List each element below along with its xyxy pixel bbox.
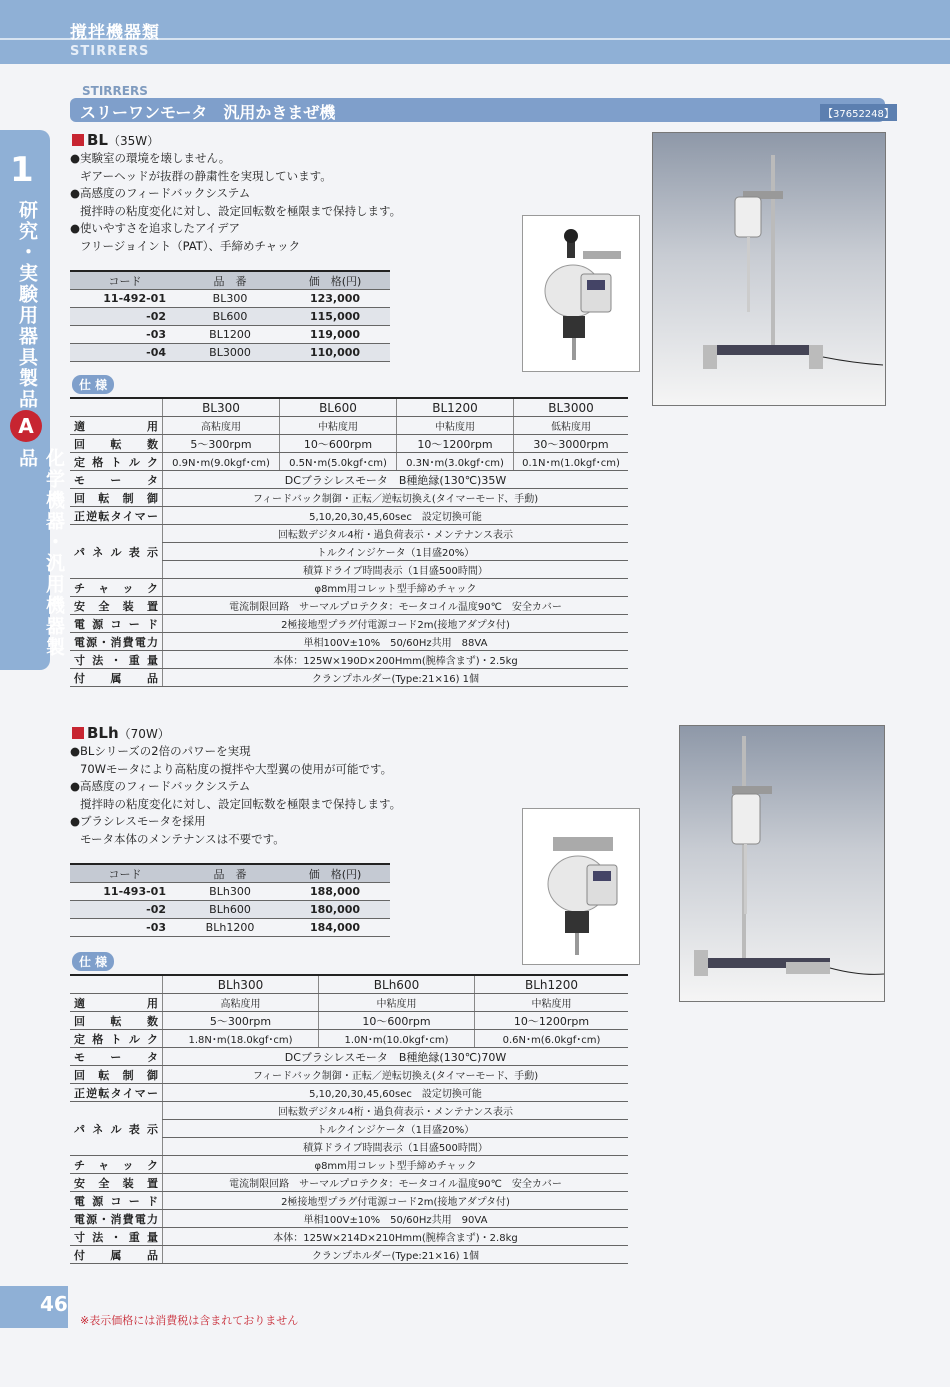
blh-watt: （70W） xyxy=(118,727,170,741)
side-text-1: 研究・実験用器具製品 xyxy=(16,200,38,410)
bl-spec-table xyxy=(70,397,628,687)
bl-motor-image xyxy=(522,215,640,372)
col-header: 価 格(円) xyxy=(280,864,390,883)
blh-feature: 70Wモータにより高粘度の撹拌や大型翼の使用が可能です。 xyxy=(80,761,393,776)
table-row: モータ DCブラシレスモータ B種絶縁(130℃)35W xyxy=(70,471,628,489)
bl-name: BL xyxy=(87,131,108,149)
table-row: 付属品 クランプホルダー(Type:21×16) 1個 xyxy=(70,669,628,687)
table-row: 回転制御 フィードバック制御・正転／逆転切換え(タイマーモード、手動) xyxy=(70,489,628,507)
bl-feature: ●高感度のフィードバックシステム xyxy=(70,186,251,200)
col-header: BL600 xyxy=(280,398,397,417)
spec-corner xyxy=(70,975,163,994)
bl-feature: ギアーヘッドが抜群の静粛性を実現しています。 xyxy=(80,168,332,183)
blh-feature: ●BLシリーズの2倍のパワーを実現 xyxy=(70,744,251,758)
table-row: モータ DCブラシレスモータ B種絶縁(130℃)70W xyxy=(70,1048,628,1066)
chapter-number: 1 xyxy=(10,150,34,190)
table-row: パネル表示 回転数デジタル4桁・過負荷表示・メンテナンス表示 xyxy=(70,1102,628,1120)
table-row: トルクインジケータ（1目盛20%） xyxy=(70,543,628,561)
section-title: スリーワンモータ 汎用かきまぜ機 xyxy=(80,103,336,122)
red-square-icon xyxy=(72,727,84,739)
table-row: 11-493-01 BLh300 188,000 xyxy=(70,883,390,901)
header-title: 撹拌機器類 xyxy=(70,23,160,43)
col-header: BLh300 xyxy=(163,975,319,994)
table-row: 11-492-01 BL300 123,000 xyxy=(70,290,390,308)
bl-watt: （35W） xyxy=(108,134,160,148)
col-header: BLh600 xyxy=(319,975,475,994)
spec-corner xyxy=(70,398,163,417)
table-row: -03 BLh1200 184,000 xyxy=(70,919,390,937)
blh-price-table xyxy=(70,863,390,937)
red-square-icon xyxy=(72,134,84,146)
table-row: 電源・消費電力 単相100V±10% 50/60Hz共用 88VA xyxy=(70,633,628,651)
blh-name: BLh xyxy=(87,724,119,742)
blh-stand-photo xyxy=(679,725,885,1002)
col-header: BLh1200 xyxy=(475,975,629,994)
blh-feature: 撹拌時の粘度変化に対し、設定回転数を極限まで保持します。 xyxy=(80,796,402,811)
col-header: BL1200 xyxy=(397,398,514,417)
table-row: 回転制御 フィードバック制御・正転／逆転切換え(タイマーモード、手動) xyxy=(70,1066,628,1084)
table-row: 適用 高粘度用 中粘度用 中粘度用 xyxy=(70,994,628,1012)
section-en: STIRRERS xyxy=(82,84,148,98)
table-row: 電源コード 2極接地型プラグ付電源コード2m(接地アダプタ付) xyxy=(70,615,628,633)
table-row: -02 BLh600 180,000 xyxy=(70,901,390,919)
bl-feature: ●実験室の環境を壊しません。 xyxy=(70,151,231,165)
table-row: -04 BL3000 110,000 xyxy=(70,344,390,362)
col-header: BL3000 xyxy=(514,398,629,417)
table-row: 回転数 5～300rpm 10～600rpm 10～1200rpm 30～3000rpm xyxy=(70,435,628,453)
table-row: 定格トルク 1.8N･m(18.0kgf･cm) 1.0N･m(10.0kgf･cm) 0.6N･m(6.0kgf･cm) xyxy=(70,1030,628,1048)
table-row: 定格トルク 0.9N･m(9.0kgf･cm) 0.5N･m(5.0kgf･cm) 0.3N･m(3.0kgf･cm) 0.1N･m(1.0kgf･cm) xyxy=(70,453,628,471)
table-row: -03 BL1200 119,000 xyxy=(70,326,390,344)
table-row: 正逆転タイマー 5,10,20,30,45,60sec 設定切換可能 xyxy=(70,1084,628,1102)
table-row: 適用 高粘度用 中粘度用 中粘度用 低粘度用 xyxy=(70,417,628,435)
table-row: 回転数 5～300rpm 10～600rpm 10～1200rpm xyxy=(70,1012,628,1030)
bl-spec-label: 仕 様 xyxy=(72,375,114,394)
col-header: BL300 xyxy=(163,398,280,417)
table-row: 寸法・重量 本体：125W×214D×210Hmm(腕棒含まず)・2.8kg xyxy=(70,1228,628,1246)
table-row: 積算ドライブ時間表示（1目盛500時間） xyxy=(70,1138,628,1156)
col-header: 品 番 xyxy=(180,271,280,290)
blh-spec-label: 仕 様 xyxy=(72,952,114,971)
table-row: -02 BL600 115,000 xyxy=(70,308,390,326)
stirrer-motor-icon xyxy=(523,809,639,964)
col-header: 品 番 xyxy=(180,864,280,883)
table-row: チャック φ8mm用コレット型手締めチャック xyxy=(70,1156,628,1174)
bl-stand-photo xyxy=(652,132,886,406)
table-row: 電源コード 2極接地型プラグ付電源コード2m(接地アダプタ付) xyxy=(70,1192,628,1210)
section-code: 【37652248】 xyxy=(820,104,897,121)
chapter-badge: A xyxy=(10,410,42,442)
table-row: 寸法・重量 本体：125W×190D×200Hmm(腕棒含まず)・2.5kg xyxy=(70,651,628,669)
table-row: 安全装置 電流制限回路 サーマルプロテクタ：モータコイル温度90℃ 安全カバー xyxy=(70,1174,628,1192)
blh-spec-table xyxy=(70,974,628,1264)
table-row: 付属品 クランプホルダー(Type:21×16) 1個 xyxy=(70,1246,628,1264)
bl-feature: 撹拌時の粘度変化に対し、設定回転数を極限まで保持します。 xyxy=(80,203,402,218)
table-row: チャック φ8mm用コレット型手締めチャック xyxy=(70,579,628,597)
page-number: 46 xyxy=(40,1292,68,1316)
header-subtitle: STIRRERS xyxy=(70,44,150,59)
bl-features xyxy=(70,150,401,255)
table-row: 安全装置 電流制限回路 サーマルプロテクタ：モータコイル温度90℃ 安全カバー xyxy=(70,597,628,615)
side-chapter-tab xyxy=(0,130,65,670)
blh-feature: ●高感度のフィードバックシステム xyxy=(70,779,251,793)
table-row: トルクインジケータ（1目盛20%） xyxy=(70,1120,628,1138)
bl-feature: フリージョイント（PAT）、手締めチャック xyxy=(80,238,301,253)
tax-note: ※表示価格には消費税は含まれておりません xyxy=(80,1314,299,1327)
table-row: パネル表示 回転数デジタル4桁・過負荷表示・メンテナンス表示 xyxy=(70,525,628,543)
blh-feature: モータ本体のメンテナンスは不要です。 xyxy=(80,831,285,846)
blh-feature: ●ブラシレスモータを採用 xyxy=(70,814,206,828)
blh-features xyxy=(70,743,401,848)
col-header: コード xyxy=(70,271,180,290)
blh-motor-image xyxy=(522,808,640,965)
table-row: 電源・消費電力 単相100V±10% 50/60Hz共用 90VA xyxy=(70,1210,628,1228)
stirrer-stand-icon xyxy=(680,726,884,1001)
side-text-2: 化学機器・汎用機器製品 xyxy=(16,448,65,658)
col-header: コード xyxy=(70,864,180,883)
table-row: 積算ドライブ時間表示（1目盛500時間） xyxy=(70,561,628,579)
blh-title xyxy=(72,724,170,742)
stirrer-motor-icon xyxy=(523,216,639,371)
bl-price-table xyxy=(70,270,390,362)
bl-title xyxy=(72,131,159,149)
table-row: 正逆転タイマー 5,10,20,30,45,60sec 設定切換可能 xyxy=(70,507,628,525)
page-header xyxy=(0,0,950,64)
bl-feature: ●使いやすさを追求したアイデア xyxy=(70,221,240,235)
stirrer-stand-icon xyxy=(653,133,885,405)
col-header: 価 格(円) xyxy=(280,271,390,290)
